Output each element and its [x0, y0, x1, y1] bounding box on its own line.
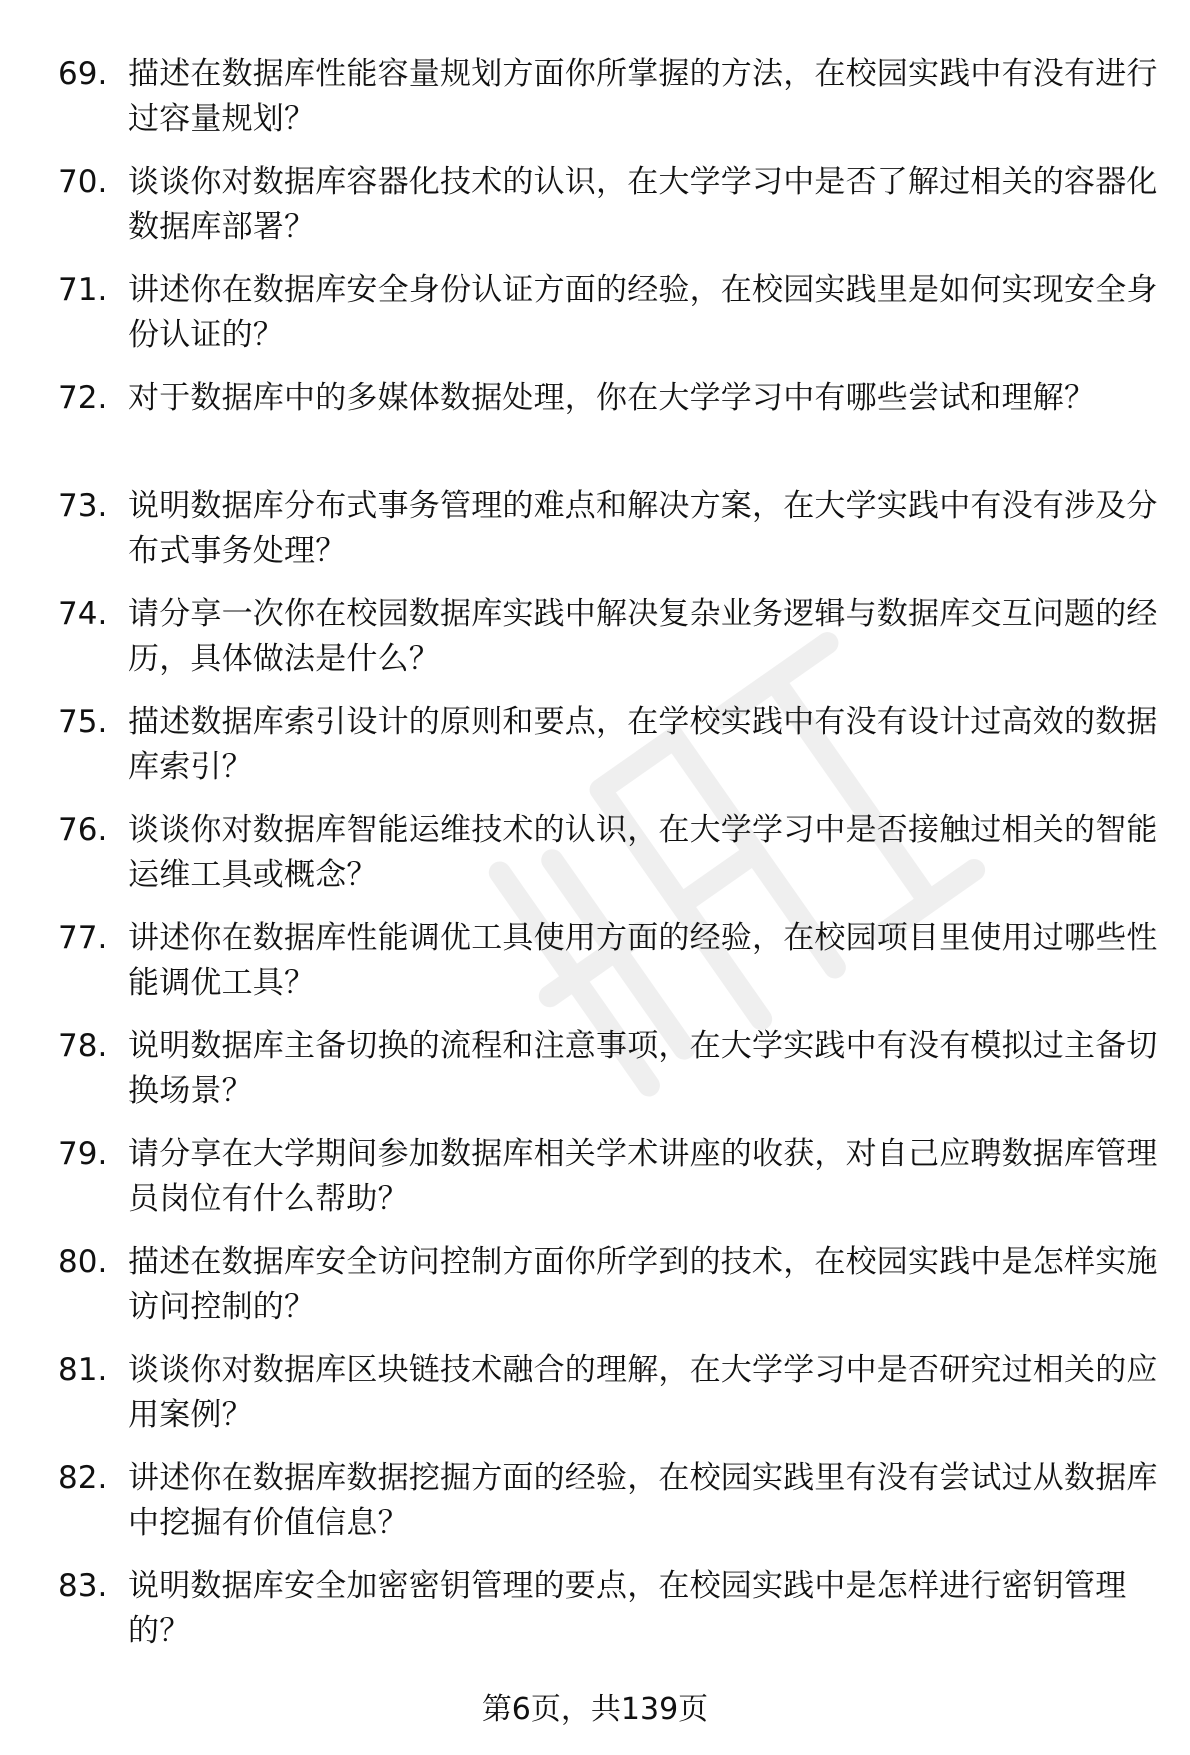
question-text: 谈谈你对数据库区块链技术融合的理解，在大学学习中是否研究过相关的应用案例？ — [128, 1352, 1158, 1433]
question-item — [58, 916, 1158, 1024]
question-text: 描述数据库索引设计的原则和要点，在学校实践中有没有设计过高效的数据库索引？ — [128, 704, 1158, 785]
question-number: 78. — [58, 1028, 108, 1064]
question-text: 说明数据库安全加密密钥管理的要点，在校园实践中是怎样进行密钥管理的？ — [128, 1568, 1127, 1649]
question-text: 说明数据库主备切换的流程和注意事项，在大学实践中有没有模拟过主备切换场景？ — [128, 1028, 1158, 1109]
question-text: 描述在数据库性能容量规划方面你所掌握的方法，在校园实践中有没有进行过容量规划？ — [128, 56, 1158, 137]
question-list — [58, 52, 1158, 1672]
question-number: 83. — [58, 1568, 108, 1604]
question-number: 70. — [58, 164, 108, 200]
question-item — [58, 484, 1158, 592]
question-text: 谈谈你对数据库容器化技术的认识，在大学学习中是否了解过相关的容器化数据库部署？ — [128, 164, 1158, 245]
question-number: 82. — [58, 1460, 108, 1496]
question-number: 71. — [58, 272, 108, 308]
question-text: 对于数据库中的多媒体数据处理，你在大学学习中有哪些尝试和理解？ — [128, 380, 1096, 416]
question-number: 74. — [58, 596, 108, 632]
question-text: 谈谈你对数据库智能运维技术的认识，在大学学习中是否接触过相关的智能运维工具或概念？ — [128, 812, 1158, 893]
question-item — [58, 1456, 1158, 1564]
question-item — [58, 160, 1158, 268]
question-number: 73. — [58, 488, 108, 524]
question-item — [58, 700, 1158, 808]
question-number: 75. — [58, 704, 108, 740]
question-item — [58, 376, 1148, 484]
question-number: 72. — [58, 380, 108, 416]
question-text: 描述在数据库安全访问控制方面你所学到的技术，在校园实践中是怎样实施访问控制的？ — [128, 1244, 1158, 1325]
question-number: 79. — [58, 1136, 108, 1172]
question-text: 讲述你在数据库安全身份认证方面的经验，在校园实践里是如何实现安全身份认证的？ — [128, 272, 1158, 353]
question-item — [58, 52, 1158, 160]
question-item — [58, 268, 1158, 376]
question-item — [58, 1024, 1158, 1132]
page-number-footer: 第6页，共139页 — [481, 1692, 709, 1727]
question-item — [58, 1564, 1148, 1672]
question-number: 76. — [58, 812, 108, 848]
question-text: 请分享一次你在校园数据库实践中解决复杂业务逻辑与数据库交互问题的经历，具体做法是什么？ — [128, 596, 1158, 677]
question-item — [58, 1132, 1158, 1240]
question-number: 77. — [58, 920, 108, 956]
question-text: 请分享在大学期间参加数据库相关学术讲座的收获，对自己应聘数据库管理员岗位有什么帮助？ — [128, 1136, 1158, 1217]
question-text: 说明数据库分布式事务管理的难点和解决方案，在大学实践中有没有涉及分布式事务处理？ — [128, 488, 1158, 569]
question-item — [58, 1240, 1158, 1348]
question-item — [58, 1348, 1158, 1456]
question-text: 讲述你在数据库数据挖掘方面的经验，在校园实践里有没有尝试过从数据库中挖掘有价值信息？ — [128, 1460, 1158, 1541]
question-item — [58, 592, 1158, 700]
question-number: 69. — [58, 56, 108, 92]
question-number: 80. — [58, 1244, 108, 1280]
question-number: 81. — [58, 1352, 108, 1388]
question-item — [58, 808, 1158, 916]
question-text: 讲述你在数据库性能调优工具使用方面的经验，在校园项目里使用过哪些性能调优工具？ — [128, 920, 1158, 1001]
